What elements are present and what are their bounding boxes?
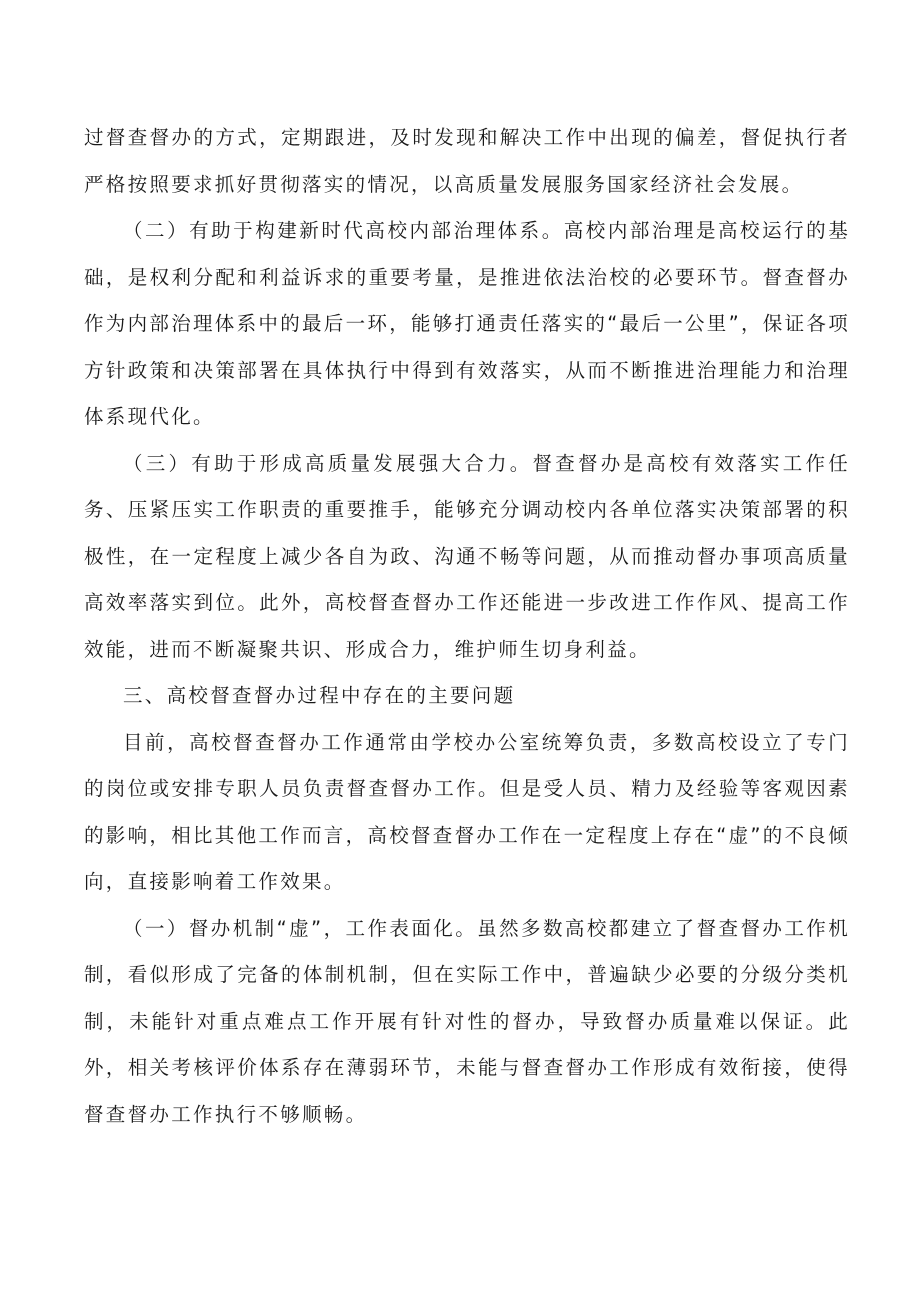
paragraph-problem-one: （一）督办机制“虚”，工作表面化。虽然多数高校都建立了督查督办工作机制，看似形成了完备的体制机制，但在实际工作中，普遍缺少必要的分级分类机制，未能针对重点难点工作开展有针对性的督办，导致督办质量难以保证。此外，相关考核评价体系存在薄弱环节，未能与督查督办工作形成有效衔接，使得督查督办工作执行不够顺畅。	[84, 916, 850, 1126]
paragraph-section-three: （三）有助于形成高质量发展强大合力。督查督办是高校有效落实工作任务、压紧压实工作职责的重要推手，能够充分调动校内各单位落实决策部署的积极性，在一定程度上减少各自为政、沟通不畅等问题，从而推动督办事项高质量高效率落实到位。此外，高校督查督办工作还能进一步改进工作作风、提高工作效能，进而不断凝聚共识、形成合力，维护师生切身利益。	[84, 451, 850, 661]
section-heading: 三、高校督查督办过程中存在的主要问题	[123, 684, 516, 707]
document-body	[84, 115, 850, 1138]
paragraph-continuation: 过督查督办的方式，定期跟进，及时发现和解决工作中出现的偏差，督促执行者严格按照要求抓好贯彻落实的情况，以高质量发展服务国家经济社会发展。	[84, 126, 850, 196]
paragraph-section-two: （二）有助于构建新时代高校内部治理体系。高校内部治理是高校运行的基础，是权利分配和利益诉求的重要考量，是推进依法治校的必要环节。督查督办作为内部治理体系中的最后一环，能够打通责任落实的“最后一公里”，保证各项方针政策和决策部署在具体执行中得到有效落实，从而不断推进治理能力和治理体系现代化。	[84, 219, 851, 428]
paragraph-intro: 目前，高校督查督办工作通常由学校办公室统筹负责，多数高校设立了专门的岗位或安排专职人员负责督查督办工作。但是受人员、精力及经验等客观因素的影响，相比其他工作而言，高校督查督办工作在一定程度上存在“虚”的不良倾向，直接影响着工作效果。	[84, 730, 851, 893]
